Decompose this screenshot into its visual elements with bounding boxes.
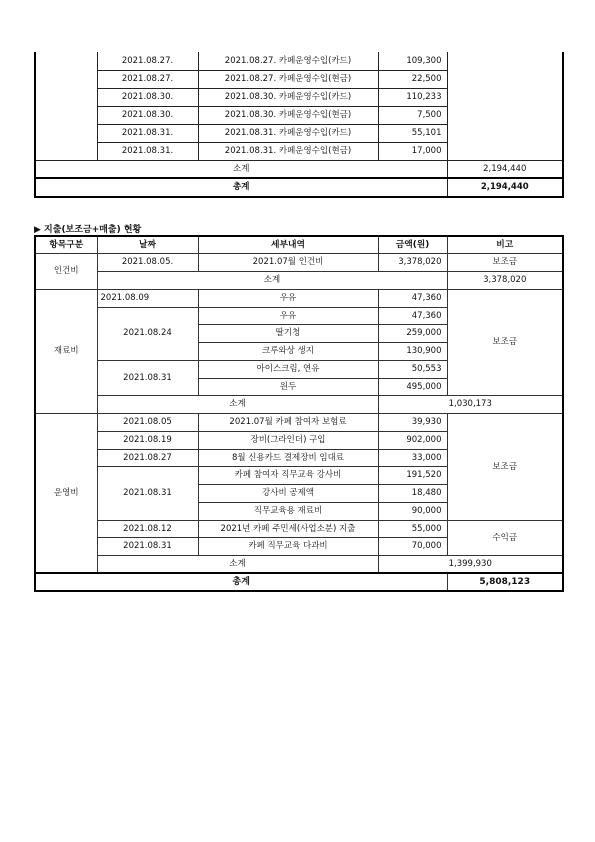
date-cell: 2021.08.05 (97, 414, 198, 432)
subtotal-row (35, 556, 563, 574)
detail-cell: 2021년 카페 주민세(사업소분) 지출 (198, 520, 378, 538)
amount-cell: 495,000 (378, 378, 447, 396)
detail-cell: 딸기청 (198, 325, 378, 343)
amount-cell: 902,000 (378, 431, 447, 449)
amount-cell: 50,553 (378, 360, 447, 378)
date-cell: 2021.08.31 (97, 538, 198, 556)
subtotal-label: 소계 (97, 556, 378, 574)
income-table (34, 52, 564, 198)
amount-cell: 47,360 (378, 307, 447, 325)
detail-cell: 장비(그라인더) 구입 (198, 431, 378, 449)
date-cell: 2021.08.31. (97, 142, 198, 160)
date-cell: 2021.08.27 (97, 449, 198, 467)
date-cell: 2021.08.31 (97, 360, 198, 396)
date-cell: 2021.08.27. (97, 70, 198, 88)
subtotal-row (35, 272, 563, 290)
detail-cell: 2021.08.30. 카페운영수입(현금) (198, 106, 378, 124)
total-label: 총계 (35, 573, 447, 591)
total-value: 2,194,440 (447, 178, 563, 197)
detail-cell: 아이스크림, 연유 (198, 360, 378, 378)
date-cell: 2021.08.30. (97, 106, 198, 124)
note-cell: 수익금 (447, 520, 563, 556)
date-cell: 2021.08.24 (97, 307, 198, 360)
detail-cell: 직무교육용 재료비 (198, 502, 378, 520)
amount-cell: 18,480 (378, 485, 447, 503)
subtotal-label: 소계 (97, 396, 378, 414)
subtotal-row (35, 396, 563, 414)
note-cell: 보조금 (447, 414, 563, 521)
amount-cell: 17,000 (378, 142, 447, 160)
subtotal-label: 소계 (97, 272, 447, 290)
total-row (35, 573, 563, 591)
detail-cell: 2021.08.31. 카페운영수입(카드) (198, 124, 378, 142)
amount-cell: 109,300 (378, 52, 447, 70)
date-cell: 2021.08.30. (97, 88, 198, 106)
detail-cell: 2021.08.30. 카페운영수입(카드) (198, 88, 378, 106)
category-material: 재료비 (35, 289, 97, 413)
header-detail: 세부내역 (198, 236, 378, 254)
date-cell: 2021.08.09 (97, 289, 198, 307)
amount-cell: 130,900 (378, 343, 447, 361)
amount-cell: 70,000 (378, 538, 447, 556)
amount-cell: 259,000 (378, 325, 447, 343)
amount-cell: 55,000 (378, 520, 447, 538)
detail-cell: 우유 (198, 289, 378, 307)
subtotal-value: 1,399,930 (378, 556, 563, 574)
date-cell: 2021.08.31 (97, 467, 198, 520)
amount-cell: 191,520 (378, 467, 447, 485)
category-cell (35, 52, 97, 160)
amount-cell: 22,500 (378, 70, 447, 88)
note-cell: 보조금 (447, 289, 563, 396)
detail-cell: 2021.07월 인건비 (198, 254, 378, 272)
date-cell: 2021.08.19 (97, 431, 198, 449)
subtotal-value: 3,378,020 (447, 272, 563, 290)
note-cell: 보조금 (447, 254, 563, 272)
section-title: ▶ 지출(보조금+매출) 현황 (34, 225, 142, 235)
detail-cell: 2021.08.31. 카페운영수입(현금) (198, 142, 378, 160)
detail-cell: 크루와상 생지 (198, 343, 378, 361)
date-cell: 2021.08.12 (97, 520, 198, 538)
detail-cell: 강사비 공제액 (198, 485, 378, 503)
table-row (35, 520, 563, 538)
detail-cell: 2021.07월 카페 참여자 보험료 (198, 414, 378, 432)
total-value: 5,808,123 (447, 573, 563, 591)
amount-cell: 110,233 (378, 88, 447, 106)
amount-cell: 39,930 (378, 414, 447, 432)
category-labor: 인건비 (35, 254, 97, 290)
subtotal-label: 소계 (35, 160, 447, 178)
amount-cell: 7,500 (378, 106, 447, 124)
total-row (35, 178, 563, 197)
detail-cell: 8월 신용카드 결제장비 임대료 (198, 449, 378, 467)
detail-cell: 2021.08.27. 카페운영수입(카드) (198, 52, 378, 70)
subtotal-value: 1,030,173 (378, 396, 563, 414)
header-row (35, 236, 563, 254)
amount-cell: 47,360 (378, 289, 447, 307)
date-cell: 2021.08.05. (97, 254, 198, 272)
detail-cell: 2021.08.27. 카페운영수입(현금) (198, 70, 378, 88)
amount-cell: 33,000 (378, 449, 447, 467)
date-cell: 2021.08.27. (97, 52, 198, 70)
table-row (35, 289, 563, 307)
header-category: 항목구분 (35, 236, 97, 254)
amount-cell: 55,101 (378, 124, 447, 142)
date-cell: 2021.08.31. (97, 124, 198, 142)
header-note: 비고 (447, 236, 563, 254)
amount-cell: 3,378,020 (378, 254, 447, 272)
subtotal-value: 2,194,440 (447, 160, 563, 178)
table-row (35, 414, 563, 432)
detail-cell: 카페 참여자 직무교육 강사비 (198, 467, 378, 485)
detail-cell: 원두 (198, 378, 378, 396)
detail-cell: 카페 직무교육 다과비 (198, 538, 378, 556)
detail-cell: 우유 (198, 307, 378, 325)
amount-cell: 90,000 (378, 502, 447, 520)
subtotal-row (35, 160, 563, 178)
expense-table (34, 235, 564, 592)
total-label: 총계 (35, 178, 447, 197)
table-row (35, 254, 563, 272)
header-amount: 금액(원) (378, 236, 447, 254)
category-operating: 운영비 (35, 414, 97, 574)
note-cell (447, 52, 563, 160)
header-date: 날짜 (97, 236, 198, 254)
table-row (35, 52, 563, 70)
